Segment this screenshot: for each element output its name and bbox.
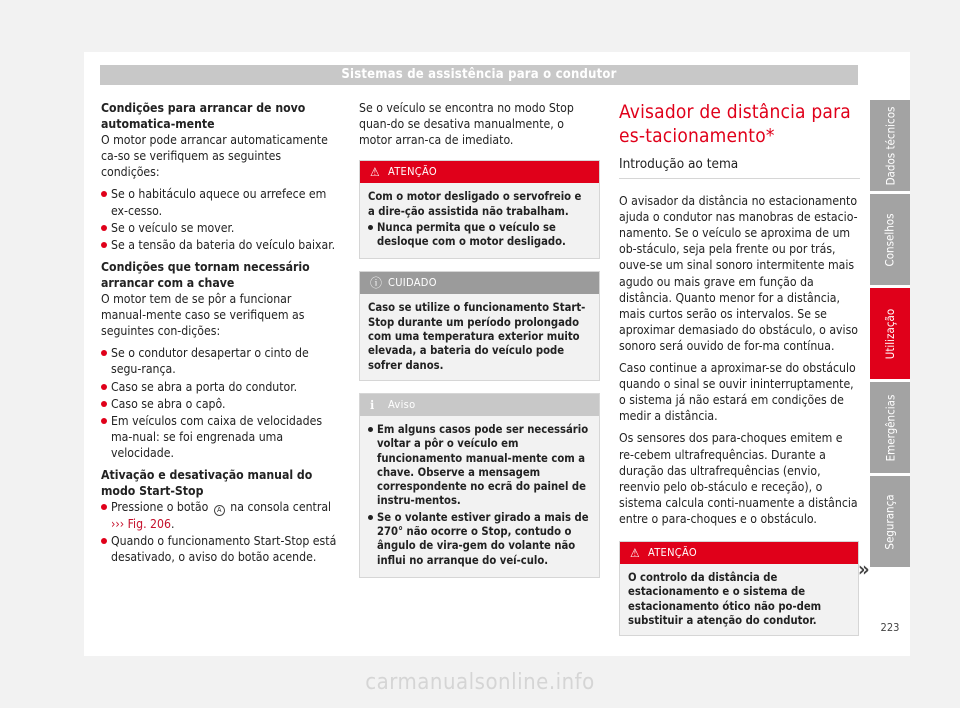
caution-circle-icon: ⓘ <box>370 276 383 291</box>
tab-label: Conselhos <box>883 212 897 267</box>
warning-text: Com o motor desligado o servofreio e a dire-ção assistida não trabalham. <box>368 190 582 218</box>
caution-title: CUIDADO <box>388 276 437 290</box>
list-item: Quando o funcionamento Start-Stop está desativado, o aviso do botão acende. <box>101 533 339 565</box>
figure-link[interactable]: ››› Fig. 206 <box>111 517 171 532</box>
warning-box-header <box>360 161 599 183</box>
list-item: Caso se abra o capô. <box>101 396 339 412</box>
page-header: Sistemas de assistência para o condutor <box>100 65 858 85</box>
note-box-header <box>360 394 599 416</box>
warning-text: O controlo da distância de estacionamento e o sistema de estacionamento ótico não po-dem substituir a atenção do condutor. <box>620 564 858 635</box>
note-title: Aviso <box>388 397 416 411</box>
tab-emergencias[interactable] <box>870 382 910 473</box>
note-bullet: Em alguns casos pode ser necessário voltar a pôr o veículo em funcionamento manual-mente com a chave. Observe a mensagem correspondente no ecrã do painel de instru-mentos. <box>368 423 591 509</box>
heading-key-start-conditions: Condições que tornam necessário arrancar com a chave <box>101 259 310 290</box>
warning-title: ATENÇÃO <box>388 165 437 179</box>
warning-title: ATENÇÃO <box>648 545 697 559</box>
tab-label: Emergências <box>883 394 898 461</box>
side-tabs <box>870 100 910 570</box>
paragraph: O motor pode arrancar automaticamente ca-so se verifiquem as seguintes condições: <box>101 133 328 180</box>
note-bullet: Se o volante estiver girado a mais de 270° não ocorre o Stop, contudo o ângulo de vira-gem do volante não influi no arranque do veí-culo. <box>368 511 591 568</box>
list-item: Se a tensão da bateria do veículo baixar. <box>101 237 339 253</box>
column-2 <box>359 100 600 590</box>
list-item: Caso se abra a porta do condutor. <box>101 379 339 395</box>
tab-dados-tecnicos[interactable] <box>870 100 910 191</box>
tab-utilizacao[interactable] <box>870 288 910 379</box>
list-item: Se o habitáculo aquece ou arrefece em ex-cesso. <box>101 186 339 218</box>
continue-arrow-icon: » <box>858 557 870 581</box>
list-text: na consola central <box>230 500 332 515</box>
section-subtitle: Introdução ao tema <box>619 156 860 179</box>
heading-manual-activation: Ativação e desativação manual do modo Start-Stop <box>101 467 313 499</box>
list-item: Se o condutor desapertar o cinto de segu-rança. <box>101 345 339 377</box>
list-item: Em veículos com caixa de velocidades ma-nual: se foi engrenada uma velocidade. <box>101 413 339 461</box>
page-number: 223 <box>880 621 900 634</box>
paragraph: Se o veículo se encontra no modo Stop quan-do se desativa manualmente, o motor arran-ca de imediato. <box>359 101 574 148</box>
list-item: Se o veículo se mover. <box>101 220 339 236</box>
paragraph: O motor tem de se pôr a funcionar manual-mente caso se verifiquem as seguintes con-dições: <box>101 292 305 339</box>
note-icon: ℹ <box>370 397 375 412</box>
warning-box-header <box>620 542 858 564</box>
warning-bullet: Nunca permita que o veículo se desloque com o motor desligado. <box>368 221 591 250</box>
warning-box <box>359 160 600 259</box>
tab-label: Segurança <box>883 493 897 550</box>
paragraph: O avisador da distância no estacionamento ajuda o condutor nas manobras de estacio-namento. Se o veículo se aproxima de um ob-stáculo, seja pela frente ou por trás, ouve-se um sinal sonoro intermitente mais agudo ou mais grave em função da distância. Quanto menor for a distância, mais curtos serão os intervalos. Se se aproximar demasiado do obstáculo, o aviso sonoro será ouvido de for-ma contínua. <box>619 194 859 353</box>
warning-box-body <box>360 183 599 258</box>
paragraph: Caso continue a aproximar-se do obstáculo quando o sinal se ouvir ininterruptamente, o sistema já não estará em condições de medir a distância. <box>619 361 856 424</box>
tab-label: Utilização <box>883 308 898 359</box>
caution-box <box>359 271 600 380</box>
column-3 <box>619 100 860 648</box>
warning-box <box>619 541 859 636</box>
warning-triangle-icon: ⚠ <box>370 165 380 180</box>
tab-label: Dados técnicos <box>883 106 897 185</box>
list-item: Pressione o botão A na consola central ››› Fig. 206. <box>101 499 339 532</box>
caution-box-header <box>360 272 599 294</box>
note-box-body <box>360 416 599 577</box>
start-stop-icon: A <box>214 505 225 516</box>
tab-conselhos[interactable] <box>870 194 910 285</box>
paragraph: Os sensores dos para-choques emitem e re-cebem ultrafrequências. Durante a duração das ultrafrequências (envio, reenvio pelo ob-stáculo e receção), o sistema calcula conti-nuamente a distância entre o para-choques e o obstáculo. <box>619 431 858 526</box>
caution-text: Caso se utilize o funcionamento Start-Stop durante um período prolongado com uma temperatura exterior muito elevada, a bateria do veículo pode sofrer danos. <box>360 294 599 379</box>
tab-seguranca[interactable] <box>870 476 910 567</box>
watermark: carmanualsonline.info <box>365 670 595 695</box>
section-title: Avisador de distância para es-tacionamento* <box>619 101 851 147</box>
note-box <box>359 393 600 578</box>
heading-restart-conditions: Condições para arrancar de novo automatica-mente <box>101 101 306 132</box>
warning-triangle-icon: ⚠ <box>630 545 640 560</box>
column-1 <box>101 100 339 566</box>
list-text: Pressione o botão <box>111 500 209 515</box>
